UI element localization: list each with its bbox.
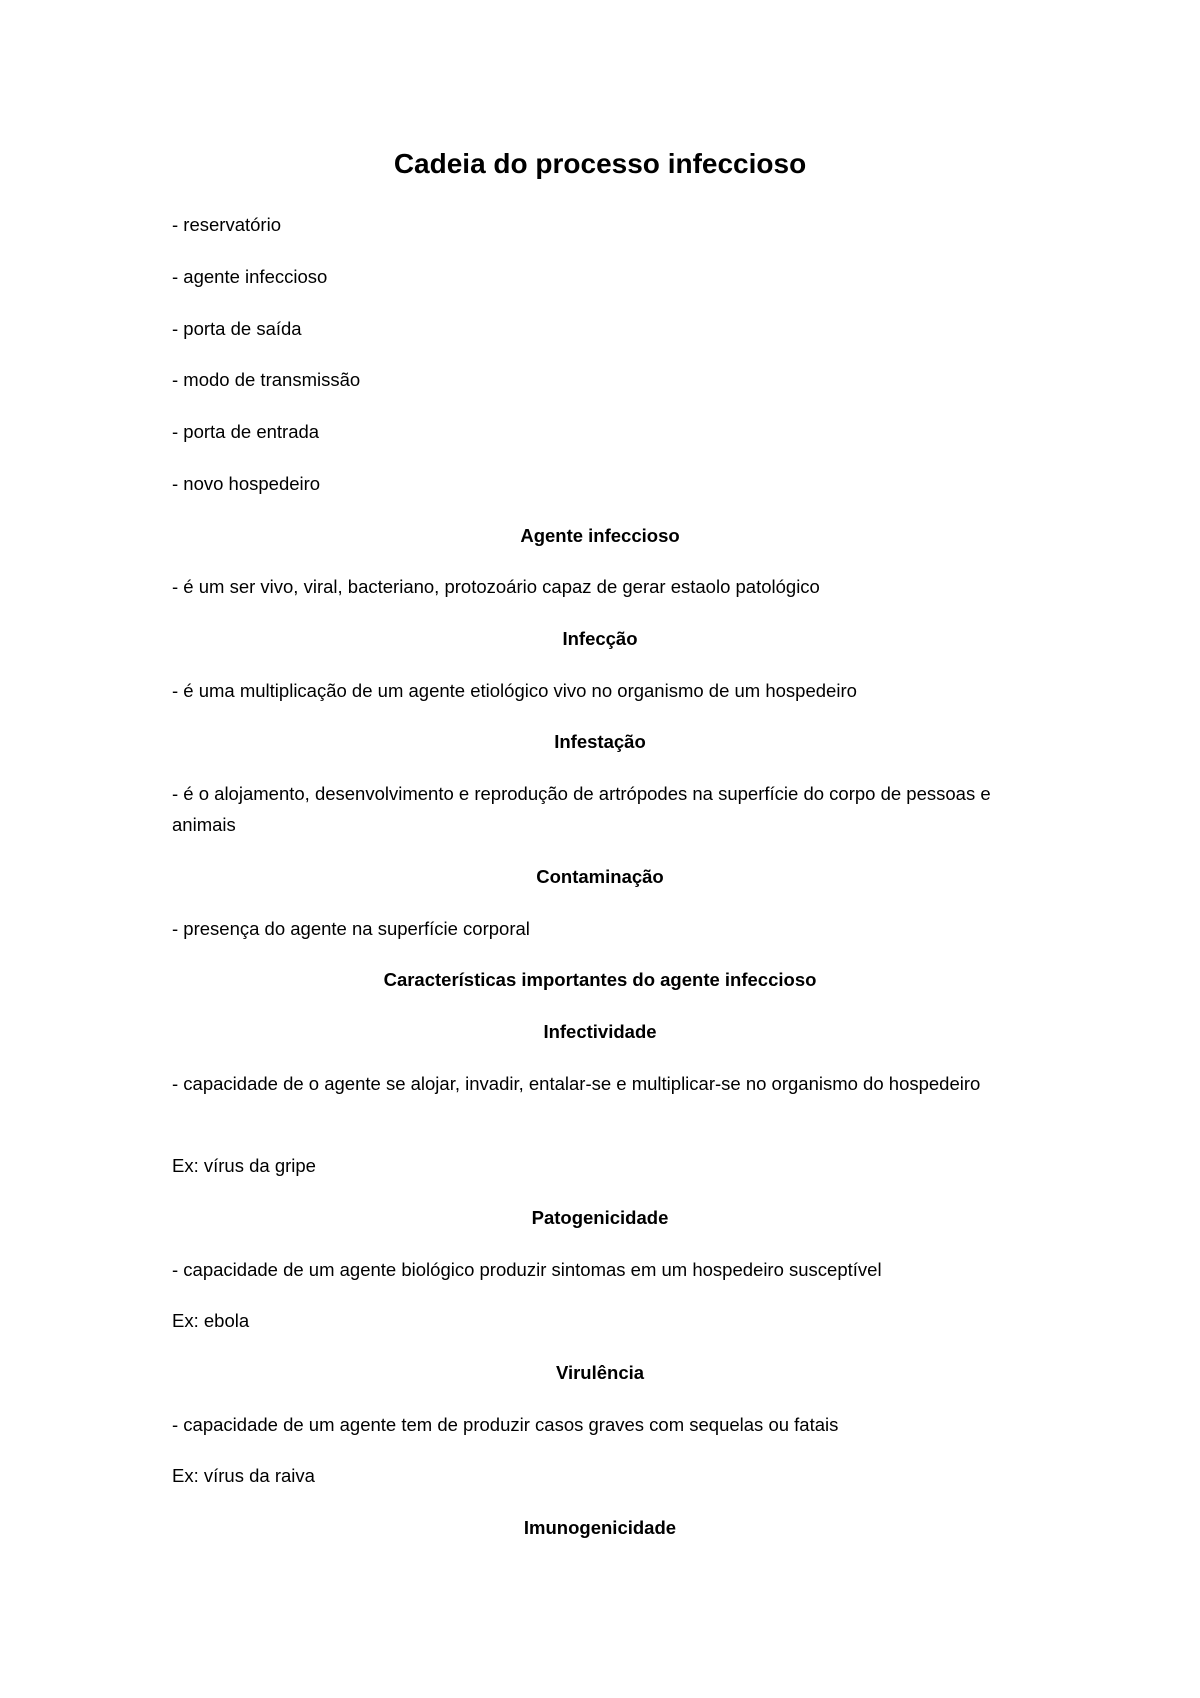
- section-heading-infestacao: Infestação: [554, 731, 646, 752]
- section-heading-caracteristicas: Características importantes do agente infeccioso: [383, 969, 817, 990]
- chain-item-novo-hospedeiro: - novo hospedeiro: [172, 473, 321, 494]
- document-title: Cadeia do processo infeccioso: [393, 148, 807, 179]
- chain-item-porta-entrada: - porta de entrada: [172, 421, 320, 442]
- section-heading-contaminacao: Contaminação: [536, 866, 664, 887]
- section-text-virulencia: - capacidade de um agente tem de produzir casos graves com sequelas ou fatais: [172, 1414, 839, 1435]
- example-infectividade: Ex: vírus da gripe: [172, 1155, 316, 1176]
- example-patogenicidade: Ex: ebola: [172, 1310, 250, 1331]
- section-text-patogenicidade: - capacidade de um agente biológico produzir sintomas em um hospedeiro susceptível: [172, 1259, 882, 1280]
- section-text-infectividade: - capacidade de o agente se alojar, invadir, entalar-se e multiplicar-se no organismo do hospedeiro: [172, 1073, 981, 1094]
- section-text-infeccao: - é uma multiplicação de um agente etiológico vivo no organismo de um hospedeiro: [172, 680, 857, 701]
- example-virulencia: Ex: vírus da raiva: [172, 1465, 315, 1486]
- section-text-contaminacao: - presença do agente na superfície corporal: [172, 918, 530, 939]
- section-heading-agente-infeccioso: Agente infeccioso: [520, 525, 680, 546]
- section-heading-patogenicidade: Patogenicidade: [531, 1207, 669, 1228]
- chain-item-agente: - agente infeccioso: [172, 266, 328, 287]
- chain-item-porta-saida: - porta de saída: [172, 318, 302, 339]
- section-heading-infeccao: Infecção: [562, 628, 638, 649]
- chain-item-modo-transmissao: - modo de transmissão: [172, 369, 361, 390]
- section-heading-virulencia: Virulência: [555, 1362, 645, 1383]
- section-text-agente-infeccioso: - é um ser vivo, viral, bacteriano, protozoário capaz de gerar estaolo patológico: [172, 576, 820, 597]
- section-heading-infectividade: Infectividade: [543, 1021, 657, 1042]
- section-text-infestacao: - é o alojamento, desenvolvimento e reprodução de artrópodes na superfície do corpo de pessoas e animais: [172, 783, 991, 835]
- chain-item-reservatorio: - reservatório: [172, 214, 281, 235]
- section-heading-imunogenicidade: Imunogenicidade: [523, 1517, 677, 1538]
